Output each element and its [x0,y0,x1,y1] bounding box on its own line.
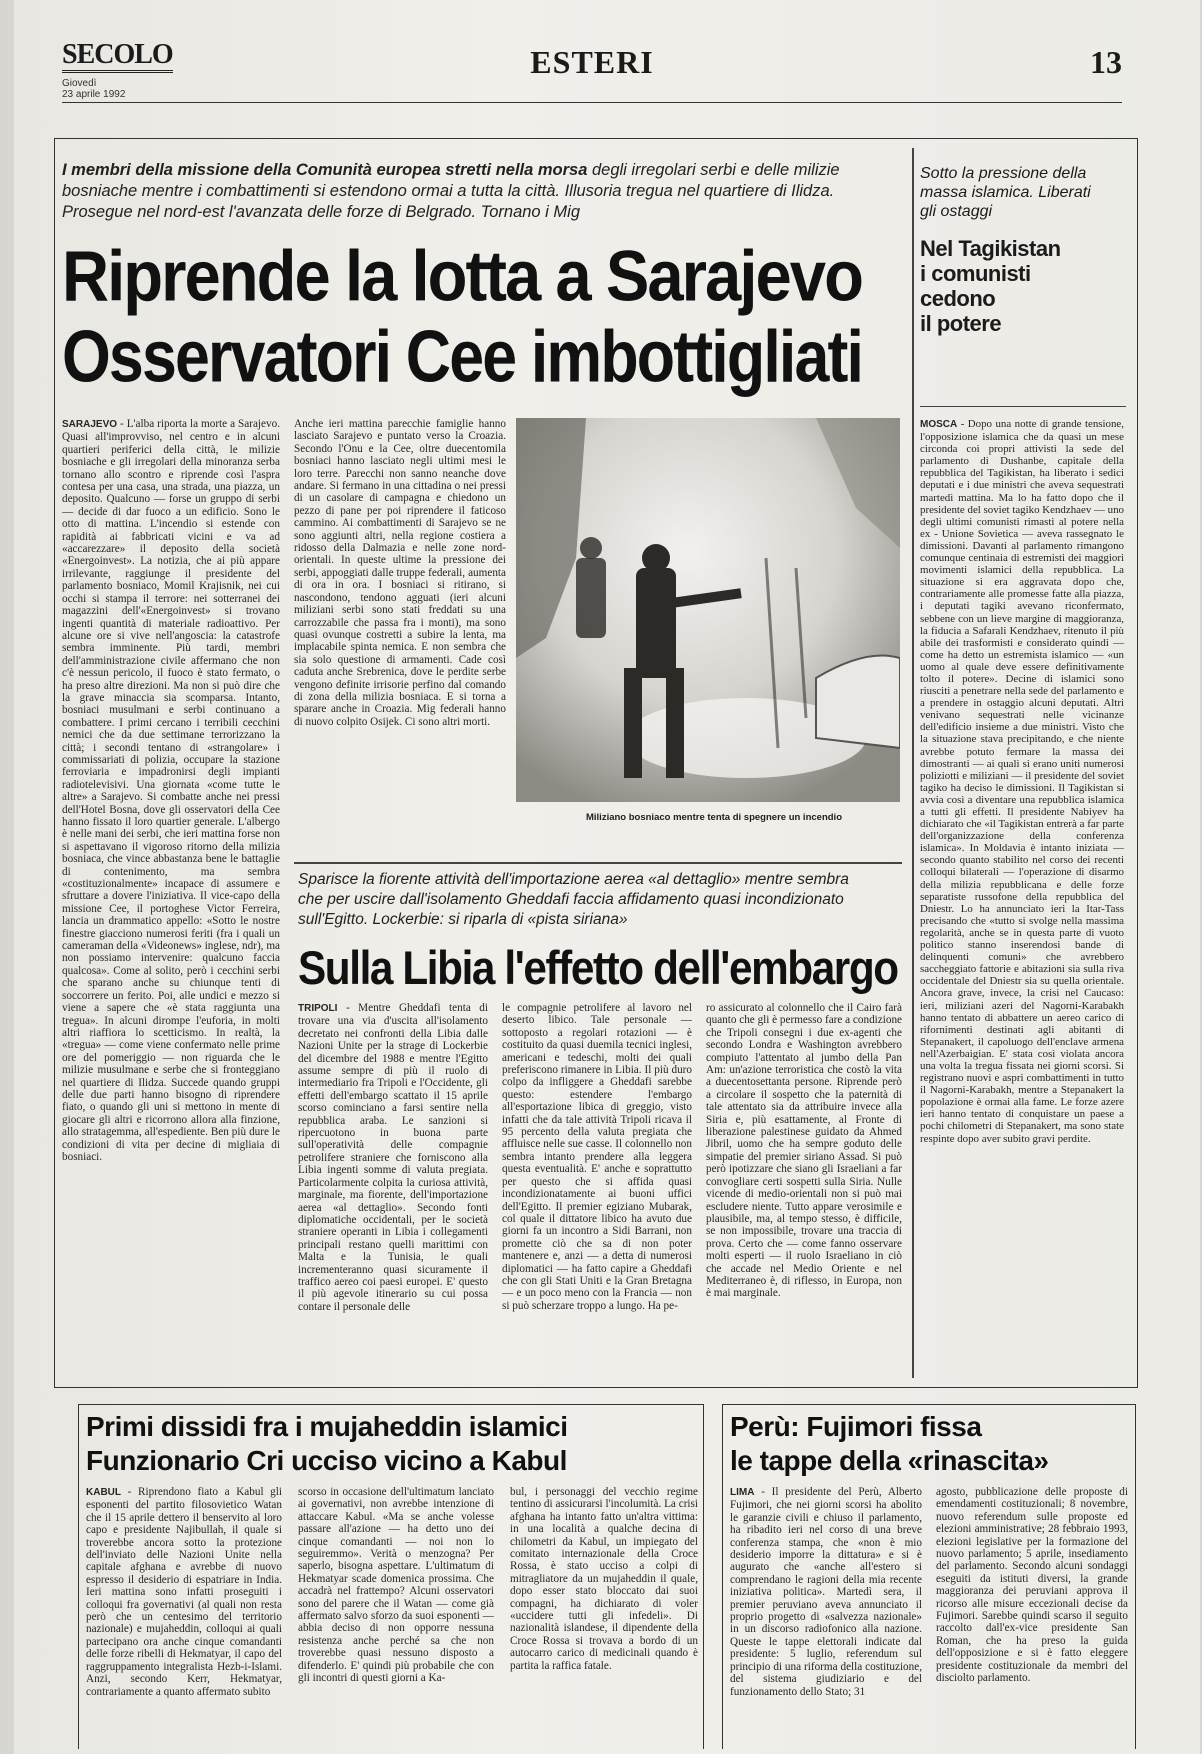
lead-kicker-rest: degli irregolari serbi e delle milizie bosniache mentre i combattimenti si estendono ormai a tutta la città. Illusoria tregua nel quartiere di Ilidza. Prosegue nel nord-est l'avanzata delle forze di Belgrado. Tornano i Mig [62,161,840,221]
sidebar-divider [912,148,914,1378]
kabul-column-3: bul, i personaggi del vecchio regime tentino di assicurarsi l'incolumità. La crisi afghana ha intanto fatto un'altra vittima: in una località a qualche decina di chilometri da Kabul, un impiegato del comitato internazionale della Croce Rossa, è stato ucciso a colpi di mitragliatore da un mujaheddin il quale, dopo esser stato bloccato dai suoi compagni, ha dichiarato di voler «uccidere tutti gli infedeli». Di nazionalità islandese, il dipendente della Croce Rossa si trovava a bordo di un autocarro carico di medicinali quando è partita la raffica fatale. [510,1486,698,1672]
lead-kicker-bold: I membri della missione della Comunità europea stretti nella morsa [62,161,588,179]
sidebar-kicker: Sotto la pressione della massa islamica. Liberati gli ostaggi [920,165,1091,220]
libia-headline: Sulla Libia l'effetto dell'embargo [298,940,898,995]
newspaper-page [14,0,1200,1754]
libia-column-2: le compagnie petrolifere al lavoro nel deserto libico. Tale personale — sottoposto a regolari rotazioni — è costituito da quasi duemila tecnici inglesi, americani e tedeschi, molti dei quali preferiscono rimanere in Libia. Il più duro colpo da infliggere a Gheddafi sarebbe questo: estendere l'embargo all'esportazione libica di greggio, visto infatti che da tale attività Tripoli ricava il 95 percento della valuta pregiata che affluisce nelle sue casse. Il colonnello non sembra intanto prendere alla leggera questa eventualità. E' anche e soprattutto per questo che si affida quasi incondizionatamente ai buoni uffici dell'Egitto. Il premier egiziano Mubarak, col quale il dittatore libico ha avuto due giorni fa un incontro a Sidi Barrani, non promette ciò che sa di non poter mantenere e, anzi — a detta di numerosi diplomatici — ha fatto capire a Gheddafi che con gli Stati Uniti e la Gran Bretagna — e un poco meno con la Francia — non si può scherzare troppo a lungo. Ha pe- [502,1002,692,1312]
sidebar-headline: Nel Tagikistan i comunisti cedono il potere [920,236,1061,336]
peru-column-1: LIMA - Il presidente del Perù, Alberto Fujimori, che nei giorni scorsi ha abolito le garanzie civili e chiuso il parlamento, ha ribadito ieri nel corso di una breve conferenza stampa, che «non è mio desiderio imporre la dittatura» e si è augurato che «anche all'estero si comprendano le ragioni della mia recente iniziativa politica». Martedì sera, il premier peruviano aveva annunciato il proprio progetto di «salvezza nazionale» in un discorso radiofonico alla nazione. Queste le tappe elettorali indicate dal presidente: 5 luglio, referendum sul principio di una riforma della costituzione, del sistema giudiziario e del funzionamento dello Stato; 31 [730,1486,922,1698]
peru-headline-2: le tappe della «rinascita» [730,1445,1049,1476]
newspaper-logo: SECOLO [62,40,173,73]
kabul-headline-1: Primi dissidi fra i mujaheddin islamici [86,1411,568,1442]
lead-headline-1: Riprende la lotta a Sarajevo [62,235,862,316]
page-number: 13 [1090,44,1122,80]
lead-column-1: SARAJEVO - L'alba riporta la morte a Sarajevo. Quasi all'improvviso, nel centro e in alcuni quartieri periferici della città, le milizie bosniache e gli irregolari della minoranza serba tornano allo scontro e riprende così l'aspra contesa per una casa, una strada, una piazza, un deposito. Qualcuno — forse un gruppo di serbi — decide di dar fuoco a un edificio. Sono le otto di mattina. L'incendio si estende con rapidità ai fabbricati vicini e va ad «accarezzare» il deposito della società «Energoinvest». La notizia, che ai più appare irrilevante, raggiunge il presidente del parlamento bosniaco, Momil Krajisnik, nei cui occhi si stampa il terrore: nei sotterranei dei magazzini dell'«Energoinvest» si trovano ingenti quantità di materiale radioattivo. Per alcune ore si vive nell'angoscia: la catastrofe sembra imminente. Più tardi, membri dell'amministrazione civile affermano che non c'è nessun pericolo, il fuoco è stato fermato, o ha preso altre direzioni. Ma non si può dire che la grave minaccia sia scomparsa. Intanto, bosniaci musulmani e serbi continuano a combattere. I primi cercano i terribili cecchini nemici che da due settimane terrorizzano la città; i secondi tentano di «strangolare» i commissariati di polizia, occupare la stazione ferroviaria e impadronirsi degli impianti radiotelevisivi. Una giornata «come tutte le altre» a Sarajevo. Si combatte anche nei pressi dell'Hotel Bosna, dove gli osservatori della Cee hanno fissato il loro quartier generale. L'albergo è nelle mani dei serbi, che ieri mattina forse non si aspettavano il vigoroso ritorno della milizia bosniaca, che vince abbastanza bene le battaglie di contenimento, ma sembra «costituzionalmente» incapace di assumere e sfruttare a dovere l'iniziativa. Il vice-capo della missione Cee, il portoghese Victor Ferreira, lancia un drammatico appello: «Sotto le nostre finestre giacciono numerosi feriti (fra i quali un cameraman della «Videonews» inglese, ndr), ma non possiamo intervenire: qualcuno faccia qualcosa». Come al solito, però i cecchini serbi che sparano anche su chiunque tenti di soccorrere un ferito. Poi, alle undici e mezzo si viene a sapere che «è stata raggiunta una tregua». In alcuni dirompe l'euforia, in molti altri riaffiora lo scetticismo. In realtà, la «tregua» — come viene confermato nelle prime ore del pomeriggio — non riguarda che le milizie musulmane e serbe che si fronteggiano nel quartiere di Ilidza. Succede quando gruppi delle due parti hanno bisogno di riprendere fiato, o quando gli uni si mettono in mente di giocare gli altri e ricorrono allora alla finzione, allo stratagemma, all'espediente. Ben più dure le condizioni di vita per decine di migliaia di bosniaci. [62,418,280,1163]
lead-column-2: Anche ieri mattina parecchie famiglie hanno lasciato Sarajevo e puntato verso la Croazia. Secondo l'Onu e la Cee, oltre duecentomila bosniaci hanno lasciato negli ultimi mesi le loro terre. Parecchi non sanno neanche dove andare. Si fermano in una cittadina o nei pressi di un casolare di campagna e chiedono un pezzo di pane per poi riprendere il faticoso cammino. Ai combattimenti di Sarajevo se ne sono aggiunti altri, nella regione costiera a ridosso della Dalmazia e nelle zone nord-orientali. In queste ultime la pressione dei serbi, appoggiati dalle truppe federali, aumenta di ora in ora. I bosniaci si ritirano, si nascondono, tendono agguati (ieri alcuni miliziani serbi sono stati freddati su una carrozzabile che passa fra i monti), ma sono quasi ovunque costretti a subire la lenta, ma implacabile spinta nemica. E non sembra che sia solo questione di armamenti. Cade così caduta anche Srebrenica, dove le perdite serbe vengono definite irrisorie perfino dal comando di zona della milizia bosniaca. E si torna a sparare anche in Croazia. Mig federali hanno di nuovo colpito Osijek. Ci sono altri morti. [294,418,506,728]
lead-dateline: SARAJEVO [62,419,118,430]
libia-top-rule [294,862,902,864]
sidebar-dateline: MOSCA [920,419,958,430]
libia-dateline: TRIPOLI [298,1003,338,1014]
kabul-column-1: KABUL - Riprendono fiato a Kabul gli esponenti del partito filosovietico Watan che il 15 aprile dettero il benservito al loro capo e presidente Najibullah, il quale si troverebbe ancora sotto la protezione dell'inviato delle Nazioni Unite nella capitale afghana e avrebbe di nuovo espresso il desiderio di espatriare in India. Ieri mattina sono infatti proseguiti i colloqui fra governativi (al quali non resta però che un centesimo del territorio nazionale) e mujaheddin, colloqui ai quali partecipano ora anche cinque comandanti delle forze ribelli di Hekmatyar, il capo del raggruppamento integralista Hezb-i-Islami. Anzi, secondo Kerr, Hekmatyar, contrariamente a quanto affermato subito [86,1486,282,1698]
libia-column-3: ro assicurato al colonnello che il Cairo farà quanto che gli è permesso fare a condizione che Tripoli consegni i due ex-agenti che secondo Londra e Washington avrebbero compiuto l'attentato al jumbo della Pan Am: un'azione terroristica che costò la vita a duecentosettanta persone. Riprende però a circolare il sospetto che la paternità di tale attentato sia da attribuire invece alla Siria e, più esattamente, al Fronte di liberazione palestinese guidato da Ahmed Jibril, uomo che ha sempre goduto delle simpatie del premier siriano Assad. Si può però ipotizzare che siano gli Israeliani a far convogliare certi sospetti sulla Siria. Nulle vicende di medio-orientali non si può mai escludere niente. Tutto appare verosimile e plausibile, ma, al tempo stesso, è difficile, se non impossibile, trovare una traccia di prova. Certo che — come fanno osservare molti esperti — il ruolo Israeliano in ciò che accade nel Medio Oriente e nel Mediterraneo è, di riflesso, in Europa, non è mai marginale. [706,1002,902,1300]
kabul-headline-2: Funzionario Cri ucciso vicino a Kabul [86,1445,567,1476]
peru-headline-1: Perù: Fujimori fissa [730,1411,982,1442]
lead-kicker [62,160,842,223]
section-title: ESTERI [530,44,654,80]
sidebar-column: MOSCA - Dopo una notte di grande tensione, l'opposizione islamica che da quasi un mese circonda coi propri attivisti la sede del parlamento di Dushanbe, capitale della repubblica del Tagikistan, ha liberato i sedici deputati e i due ministri che aveva sequestrati martedì mattina. Ma lo ha fatto dopo che il presidente del soviet tagiko Kendzhaev — uno degli ultimi comunisti rimasti al potere nella ex - Unione Sovietica — aveva rassegnato le dimissioni. Davanti al parlamento rimangono comunque centinaia di estremisti dei maggiori movimenti islamici della repubblica. La situazione si era aggravata dopo che, contrariamente alle promesse fatte alla piazza, i deputati tagiki avevano riconfermato, sebbene con un lieve margine di maggioranza, la fiducia a Safarali Kendzhaev, ritenuto il più abile dei trasformisti e considerato quindi — come ha detto un estremista islamico — «un uomo al quale deve essere definitivamente tolto il potere». Decine di islamici sono riusciti a penetrare nella sede del parlamento e a prendere in ostaggio alcuni deputati. Altri venivano sequestrati nelle vicinanze dell'edificio insieme a due ministri. Visto che la situazione stava precipitando, e che niente avrebbe potuto fermare la massa dei dimostranti — ai quali si erano uniti numerosi poliziotti e miliziani — il presidente del soviet tagiko ha deciso le dimissioni. Il Tagikistan si avvia così a diventare una repubblica islamica a tutti gli effetti. Il presidente Nabiyev ha dichiarato che «il Tagikistan entrerà a far parte dell'organizzazione della conferenza islamica». In Moldavia è intanto iniziata — secondo quanto stabilito nel corso dei recenti colloqui bilaterali — l'operazione di disarmo della milizia repubblicana e delle forze separatiste russofone della repubblica del Dniestr. Lo ha annunciato ieri la Itar-Tass precisando che «tutto si svolge nella massima regolarità, anche se in questa parte di vuoto politico stanno inserendosi bande di delinquenti comuni» che avrebbero saccheggiato fattorie e abitazioni sia sulla riva occidentale del Dniestr sia su quella orientale. Ancora grave, invece, la crisi nel Caucaso: ieri, miliziani azeri del Nagorni-Karabakh hanno tentato di abbattere un aereo carico di rifornimenti destinati agli abitanti di Stepanakert, il capoluogo dell'enclave armena nell'Azerbaigian. E' stata così violata ancora una volta la tregua fissata nei giorni scorsi. Si registrano nuovi e aspri combattimenti in tutto il Nagorni-Karabakh, mentre a Stepanakert la popolazione è ormai alla fame. Le forze azere ieri hanno tentato di conquistare un paese a pochi chilometri di Stepanakert, ma sono state respinte dopo aver subito gravi perdite. [920,418,1124,1145]
issue-day: Giovedì [62,78,97,89]
kabul-column-2: scorso in occasione dell'ultimatum lanciato ai governativi, non avrebbe intenzione di attaccare Kabul. «Ma se anche volesse passare all'azione — ha detto uno dei cinque comandanti — noi non lo seguiremmo». Verità o menzogna? Per saperlo, bisogna aspettare. L'ultimatum di Hekmatyar scade domenica prossima. Che accadrà nel frattempo? Alcuni osservatori sono del parere che il Watan — come già affermato salvo sforzo da suoi esponenti — abbia deciso di non opporre nessuna resistenza anche perché sa che non troverebbe quasi nessuno disposto a difenderlo. E' quindi più probabile che con gli incontri di questi giorni a Ka- [298,1486,494,1685]
kabul-dateline: KABUL [86,1487,121,1498]
sidebar-headline-rule [920,406,1126,407]
militia-photo-image [516,418,900,802]
masthead [62,40,1122,103]
peru-dateline: LIMA [730,1487,755,1498]
issue-date-text: 23 aprile 1992 [62,89,126,100]
peru-column-2: agosto, pubblicazione delle proposte di emendamenti costituzionali; 8 novembre, nuovo referendum sulle proposte ed elezioni amministrative; 28 febbraio 1993, elezioni legislative per la formazione del nuovo parlamento; 5 aprile, insediamento del parlamento. Secondo alcuni sondaggi eseguiti da istituti diversi, la grande maggioranza dei peruviani approva il ricorso alle misure eccezionali decise da Fujimori. Sarebbe quindi scarso il seguito raccolto dall'ex-vice presidente San Roman, che ha preso la guida dell'opposizione e si è fatto eleggere presidente costituzionale da membri del disciolto parlamento. [936,1486,1128,1685]
issue-date [62,78,125,100]
libia-column-1: TRIPOLI - Mentre Gheddafi tenta di trovare una via d'uscita all'isolamento decretato nei confronti della Libia dalle Nazioni Unite per la strage di Lockerbie del dicembre del 1988 e mentre l'Egitto assume sempre di più il ruolo di intermediario fra Tripoli e l'Occidente, gli effetti dell'embargo scattato il 15 aprile scorso cominciano a farsi sentire nella repubblica araba. Le sanzioni si ripercuotono in buona parte sull'operatività delle compagnie petrolifere straniere che forniscono alla Libia ingenti somme di valuta pregiata. Particolarmente colpita la curiosa attività, marginale, ma fiorente, dell'importazione aerea «al dettaglio». Secondo fonti diplomatiche occidentali, per le società straniere operanti in Libia i collegamenti principali restano quelli marittimi con Malta e la Tunisia, le quali incrementeranno quasi sicuramente il traffico aereo coi paesi europei. E' questo il più agevole itinerario su cui possa contare il personale delle [298,1002,488,1313]
lead-headline-2: Osservatori Cee imbottigliati [62,315,863,398]
photo-caption: Miliziano bosniaco mentre tenta di spegnere un incendio [585,812,842,823]
libia-kicker: Sparisce la fiorente attività dell'importazione aerea «al dettaglio» mentre sembra che per uscire dall'isolamento Gheddafi faccia affidamento quasi incondizionato sull'Egitto. Lockerbie: si riparla di «pista siriana» [298,871,849,928]
lead-photo [516,418,900,802]
